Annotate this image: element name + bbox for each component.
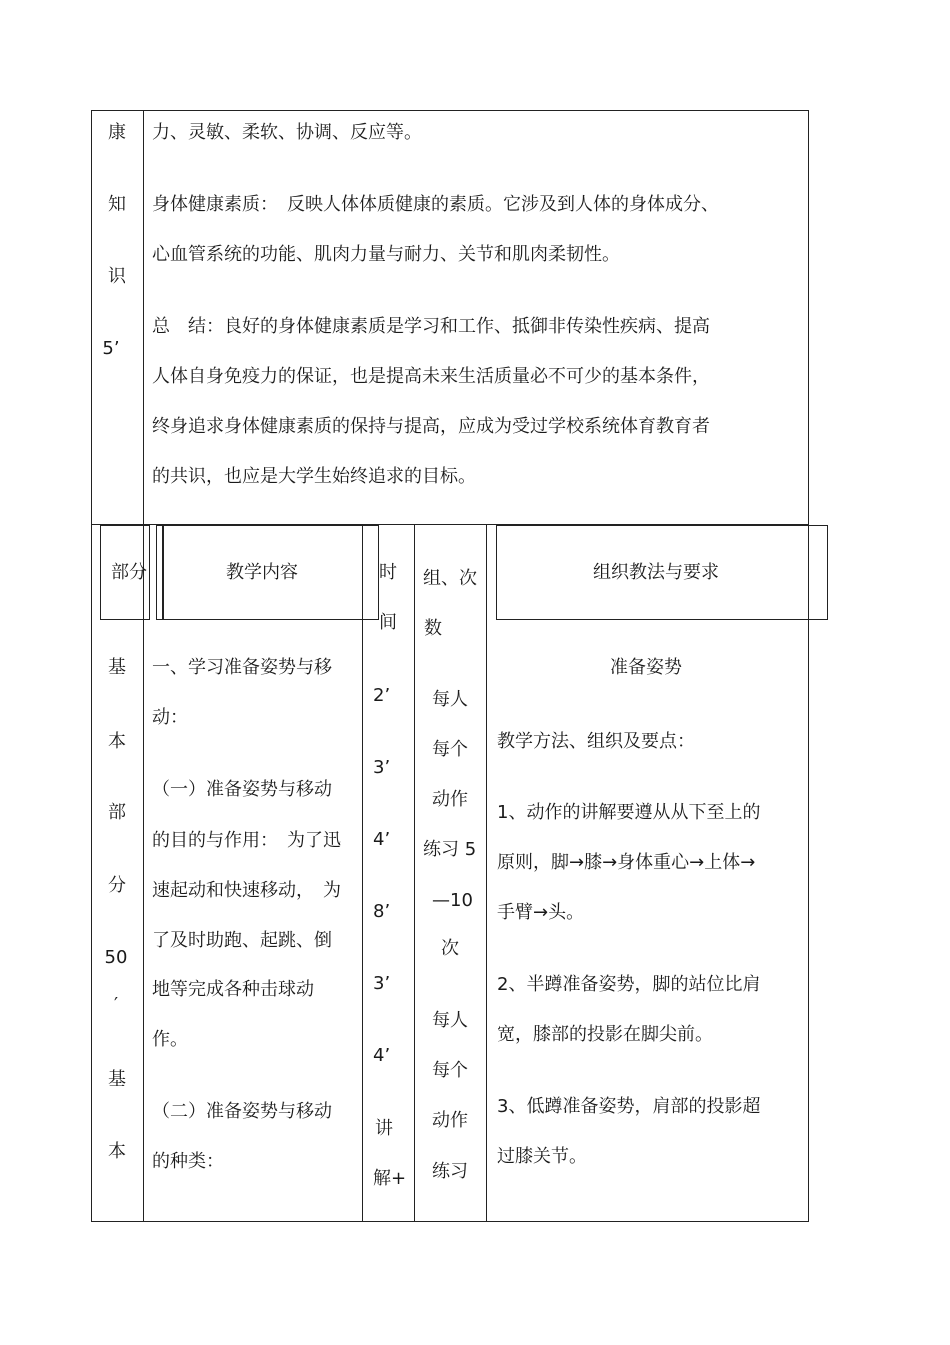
method-heading: 准备姿势 — [610, 657, 682, 678]
part-label-char: 基 — [108, 1069, 126, 1090]
top-divider — [143, 110, 144, 524]
time-value: 2’ — [373, 685, 391, 706]
method-line: 宽，膝部的投影在脚尖前。 — [497, 1024, 713, 1045]
time-value: 3’ — [373, 757, 391, 778]
group-line: 动作 — [432, 789, 468, 810]
method-line: 教学方法、组织及要点： — [497, 731, 695, 752]
header-part: 部分 — [111, 562, 147, 583]
top-border — [91, 110, 809, 111]
method-line: 手臂→头。 — [497, 902, 585, 923]
time-note: 讲 — [375, 1118, 393, 1139]
time-value: 8’ — [373, 901, 391, 922]
top-right-border — [808, 110, 809, 524]
body-line: 人体自身免疫力的保证，也是提高未来生活质量必不可少的基本条件， — [152, 366, 710, 387]
time-value: 4’ — [373, 1045, 391, 1066]
method-line: 1、动作的讲解要遵从从下至上的 — [497, 802, 761, 823]
method-line: 3、低蹲准备姿势，肩部的投影超 — [497, 1096, 761, 1117]
content-line: 作。 — [152, 1029, 188, 1050]
part-label-char: 基 — [108, 657, 126, 678]
body-line: 终身追求身体健康素质的保持与提高，应成为受过学校系统体育教育者 — [152, 416, 710, 437]
content-line: 了及时助跑、起跳、倒 — [152, 930, 332, 951]
group-line: 练习 — [432, 1161, 468, 1182]
body-line: 身体健康素质： 反映人体体质健康的素质。它涉及到人体的身体成分、 — [152, 194, 719, 215]
time-note: 解+ — [373, 1168, 407, 1189]
body-line: 心血管系统的功能、肌肉力量与耐力、关节和肌肉柔韧性。 — [152, 244, 620, 265]
table-col-divider-1 — [143, 524, 144, 1222]
header-time-1: 时 — [379, 562, 397, 583]
side-label-char: 知 — [108, 194, 126, 215]
table-right-border — [808, 524, 809, 1222]
header-content: 教学内容 — [226, 562, 298, 583]
body-line: 总 结：良好的身体健康素质是学习和工作、抵御非传染性疾病、提高 — [152, 316, 710, 337]
content-line: 速起动和快速移动， 为 — [152, 880, 341, 901]
content-line: （一）准备姿势与移动 — [152, 779, 332, 800]
method-line: 原则，脚→膝→身体重心→上体→ — [497, 852, 756, 873]
group-line: 每人 — [432, 689, 468, 710]
header-groups-1: 组、次 — [423, 568, 477, 589]
side-label-char: 康 — [108, 122, 126, 143]
body-line: 的共识，也应是大学生始终追求的目标。 — [152, 466, 476, 487]
group-line: —10 — [432, 890, 473, 911]
content-line: 地等完成各种击球动 — [152, 979, 314, 1000]
group-line: 每个 — [432, 1060, 468, 1081]
group-line: 每个 — [432, 739, 468, 760]
content-line: 一、学习准备姿势与移 — [152, 657, 332, 678]
content-line: 的种类： — [152, 1151, 224, 1172]
time-value: 4’ — [373, 829, 391, 850]
header-time-2: 间 — [379, 612, 397, 633]
part-label-char: 本 — [108, 1141, 126, 1162]
part-label-char: 部 — [108, 802, 126, 823]
method-line: 过膝关节。 — [497, 1146, 587, 1167]
group-line: 次 — [441, 938, 459, 959]
part-label-char: ′ — [113, 994, 119, 1015]
header-method: 组织教法与要求 — [593, 562, 719, 583]
part-label-char: 50 — [104, 947, 128, 968]
part-label-char: 分 — [108, 875, 126, 896]
side-label-char: 识 — [108, 266, 126, 287]
group-line: 每人 — [432, 1010, 468, 1031]
part-label-char: 本 — [108, 731, 126, 752]
table-bottom-border — [91, 1221, 809, 1222]
content-line: 动： — [152, 707, 188, 728]
content-line: 的目的与作用： 为了迅 — [152, 830, 341, 851]
side-label-time: 5’ — [102, 338, 120, 359]
time-value: 3’ — [373, 973, 391, 994]
header-groups-2: 数 — [424, 618, 442, 639]
content-line: （二）准备姿势与移动 — [152, 1101, 332, 1122]
body-line: 力、灵敏、柔软、协调、反应等。 — [152, 122, 422, 143]
table-col-divider-4 — [486, 524, 487, 1222]
method-line: 2、半蹲准备姿势，脚的站位比肩 — [497, 974, 761, 995]
group-line: 动作 — [432, 1110, 468, 1131]
group-line: 练习 5 — [423, 839, 477, 860]
